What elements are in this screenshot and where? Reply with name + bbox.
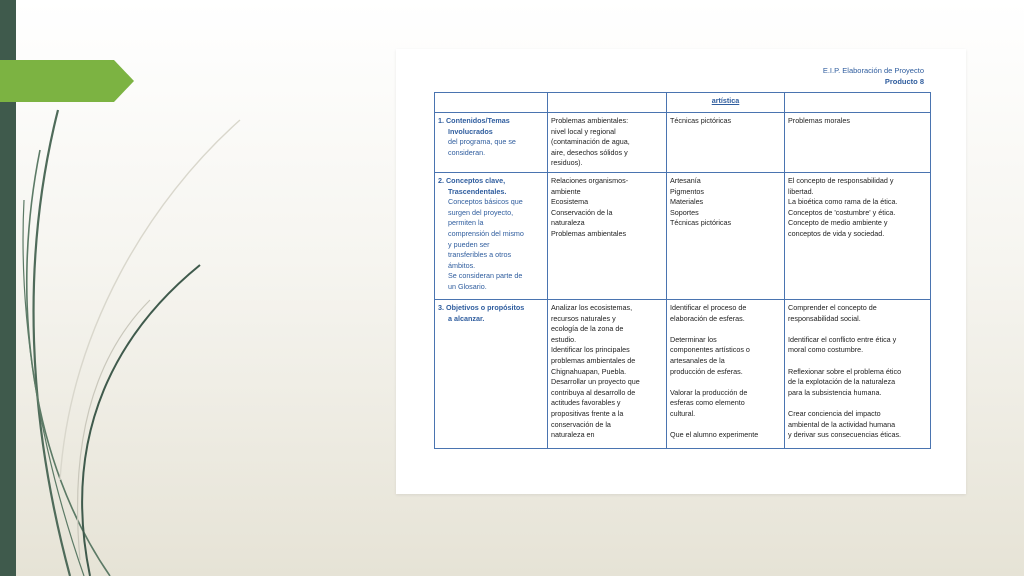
cell-text-line: Crear conciencia del impacto — [788, 408, 881, 418]
cell-col2 — [548, 113, 667, 173]
cell-text-line: Soportes — [670, 207, 699, 217]
cell-text-line: transferibles a otros — [448, 250, 512, 260]
row-label-title-2: Trascendentales. — [448, 186, 507, 196]
cell-text-line: cultural. — [670, 408, 696, 418]
cell-text-line: y pueden ser — [448, 239, 490, 249]
cell-text-line: propositivas frente a la — [551, 408, 624, 418]
cell-text-line: recursos naturales y — [551, 313, 616, 323]
cell-text-line: Reflexionar sobre el problema ético — [788, 366, 902, 376]
cell-text-line: (contaminación de agua, — [551, 137, 630, 147]
cell-text-line: y derivar sus consecuencias éticas. — [788, 430, 902, 440]
table-row — [435, 113, 931, 173]
cell-text-line: ambiente — [551, 186, 581, 196]
decorative-grass-lines — [0, 0, 260, 576]
cell-text-line: ecología de la zona de — [551, 324, 624, 334]
cell-text-line — [788, 356, 927, 367]
cell-text-line: componentes artísticos o — [670, 345, 750, 355]
row-label-title: 1. Contenidos/Temas — [438, 116, 510, 125]
cell-text-line: Identificar los principales — [551, 345, 630, 355]
cell-text-line: El concepto de responsabilidad y — [788, 176, 894, 185]
cell-text-line: artesanales de la — [670, 355, 725, 365]
cell-text-line: permiten la — [448, 218, 484, 228]
cell-text-line: Artesanía — [670, 176, 701, 185]
cell-col4 — [785, 113, 931, 173]
cell-text-line: Problemas ambientales — [551, 228, 627, 238]
cell-text-line: naturaleza en — [551, 430, 595, 440]
cell-text-line: Materiales — [670, 197, 704, 207]
cell-text-line — [670, 324, 781, 335]
header-line-2: Producto 8 — [884, 77, 924, 86]
cell-text-line: ambiental de la actividad humana — [788, 419, 896, 429]
cell-text-line: moral como costumbre. — [788, 345, 864, 355]
cell-col2 — [548, 173, 667, 300]
document-header — [823, 65, 924, 87]
cell-col2 — [548, 300, 667, 449]
cell-text-line: Determinar los — [670, 334, 717, 344]
row-label-title: 2. Conceptos clave, — [438, 176, 506, 185]
cell-text-line: aire, desechos sólidos y — [551, 147, 628, 157]
cell-text-line: Analizar los ecosistemas, — [551, 303, 633, 312]
cell-text-line: elaboración de esferas. — [670, 313, 745, 323]
cell-text-line: ámbitos. — [448, 260, 476, 270]
cell-text-line: Desarrollar un proyecto que — [551, 377, 640, 387]
cell-text-line: Identificar el proceso de — [670, 303, 747, 312]
cell-text-line: Problemas ambientales: — [551, 116, 629, 125]
table-row — [435, 300, 931, 449]
cell-text-line: Conservación de la — [551, 207, 613, 217]
cell-text-line: Técnicas pictóricas — [670, 218, 732, 228]
cell-col4 — [785, 173, 931, 300]
header-cell-empty-1 — [435, 93, 548, 113]
cell-text-line: Ecosistema — [551, 197, 589, 207]
cell-text-line: Conceptos de 'costumbre' y ética. — [788, 207, 896, 217]
cell-text-line: libertad. — [788, 186, 814, 196]
cell-text-line: conservación de la — [551, 419, 611, 429]
cell-text-line: Valorar la producción de — [670, 387, 748, 397]
cell-text-line: Conceptos básicos que — [448, 197, 523, 207]
cell-text-line — [670, 420, 781, 431]
cell-text-line: nivel local y regional — [551, 126, 616, 136]
cell-text-line: del programa, que se — [448, 137, 516, 147]
row-label-title-2: a alcanzar. — [448, 313, 485, 323]
cell-text-line: surgen del proyecto, — [448, 207, 514, 217]
table-header-row — [435, 93, 931, 113]
table-row — [435, 173, 931, 300]
cell-text-line — [670, 377, 781, 388]
header-cell-empty-2 — [548, 93, 667, 113]
row-label-cell — [435, 300, 548, 449]
cell-text-line: conceptos de vida y sociedad. — [788, 228, 885, 238]
row-label-cell — [435, 113, 548, 173]
cell-text-line: naturaleza — [551, 218, 585, 228]
cell-text-line: Relaciones organismos- — [551, 176, 629, 185]
row-label-title: 3. Objetivos o propósitos — [438, 303, 525, 312]
project-table — [434, 92, 931, 449]
document-page — [396, 49, 966, 494]
cell-text-line: contribuya al desarrollo de — [551, 387, 636, 397]
cell-text-line: Pigmentos — [670, 186, 704, 196]
cell-text-line: comprensión del mismo — [448, 228, 524, 238]
cell-text-line: estudio. — [551, 334, 577, 344]
row-label-title-2: Involucrados — [448, 126, 493, 136]
cell-text-line: producción de esferas. — [670, 366, 743, 376]
cell-col3 — [667, 300, 785, 449]
cell-text-line: La bioética como rama de la ética. — [788, 197, 898, 207]
cell-text-line: esferas como elemento — [670, 398, 745, 408]
header-cell-empty-4 — [785, 93, 931, 113]
cell-text-line: Concepto de medio ambiente y — [788, 218, 888, 228]
cell-text-line: actitudes favorables y — [551, 398, 621, 408]
cell-text-line — [788, 324, 927, 335]
cell-col3 — [667, 173, 785, 300]
cell-text-line: Problemas morales — [788, 116, 850, 125]
cell-col4 — [785, 300, 931, 449]
cell-text-line: Chignahuapan, Puebla. — [551, 366, 627, 376]
cell-text-line: un Glosario. — [448, 281, 487, 291]
cell-text-line: consideran. — [448, 147, 486, 157]
cell-text-line: Se consideran parte de — [448, 271, 523, 281]
cell-text-line: residuos). — [551, 158, 583, 168]
cell-col3 — [667, 113, 785, 173]
cell-text-line: para la subsistencia humana. — [788, 387, 882, 397]
cell-text-line: Técnicas pictóricas — [670, 116, 732, 125]
cell-text-line: problemas ambientales de — [551, 355, 636, 365]
cell-text-line: de la explotación de la naturaleza — [788, 377, 896, 387]
cell-text-line — [788, 398, 927, 409]
header-cell-artistica: artística — [667, 93, 785, 113]
cell-text-line: responsabilidad social. — [788, 313, 861, 323]
cell-text-line: Comprender el concepto de — [788, 303, 877, 312]
header-line-1: E.I.P. Elaboración de Proyecto — [822, 66, 924, 75]
cell-text-line: Identificar el conflicto entre ética y — [788, 334, 897, 344]
row-label-cell — [435, 173, 548, 300]
cell-text-line: Que el alumno experimente — [670, 430, 759, 440]
